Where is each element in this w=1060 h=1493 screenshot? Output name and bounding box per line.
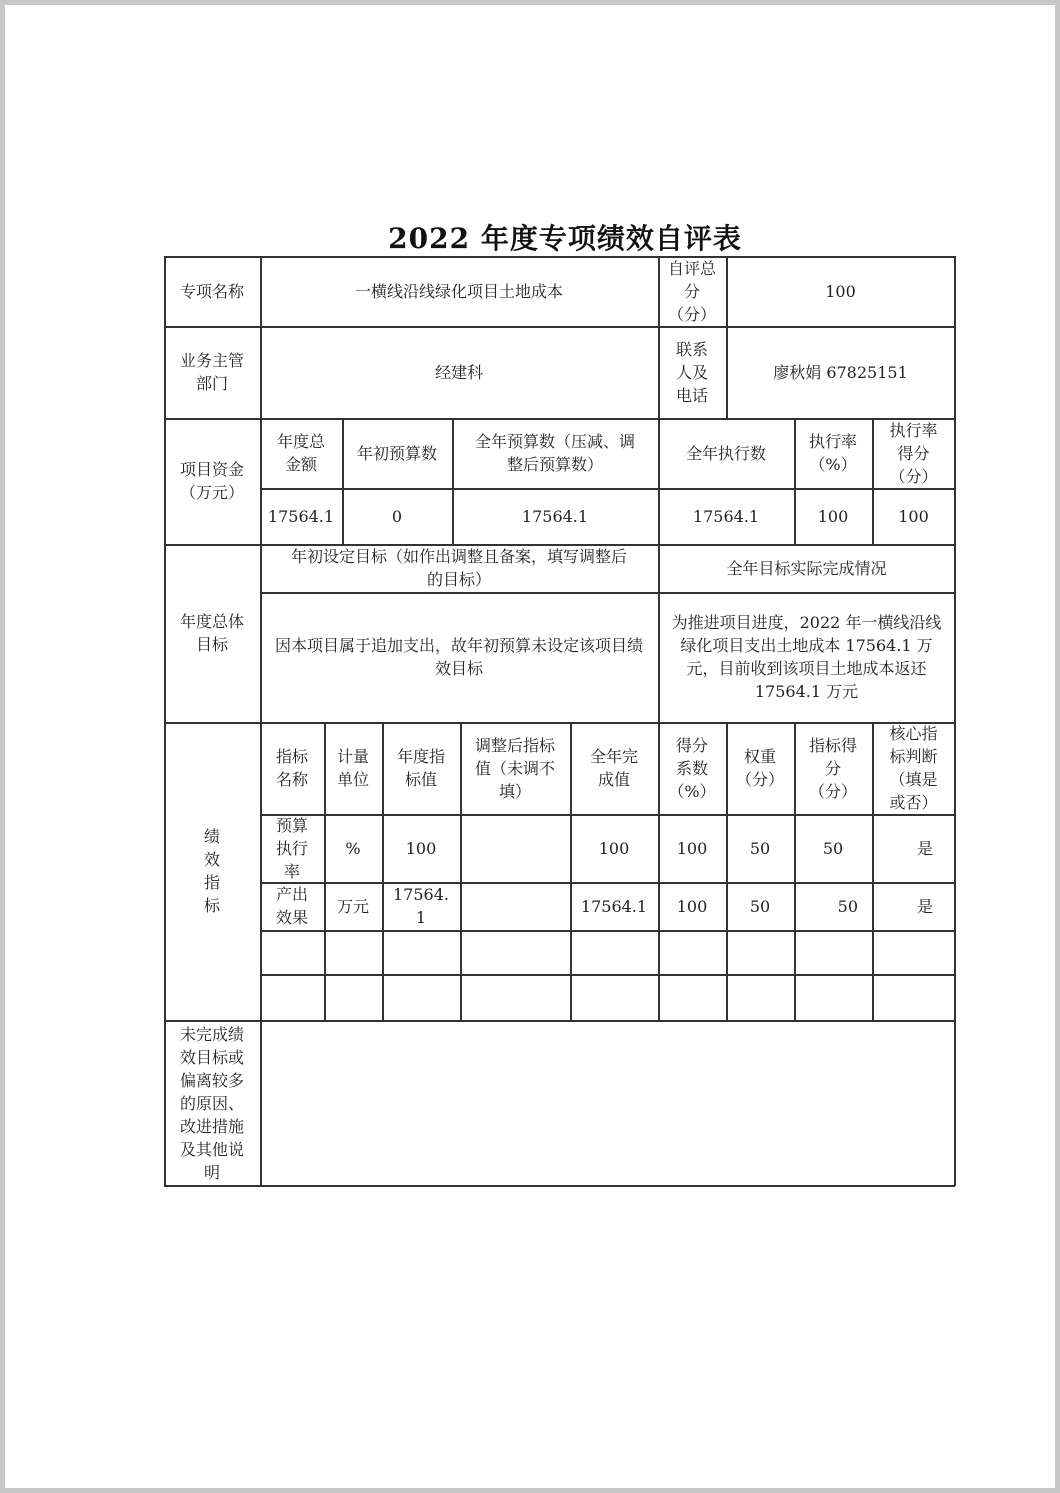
border-bottom — [164, 1185, 955, 1187]
rule — [260, 930, 955, 932]
remarks-value — [260, 1020, 955, 1186]
ind-row1-completed: 100 — [598, 838, 630, 858]
rule — [324, 722, 326, 1020]
rule — [726, 256, 728, 418]
indicators-label: 绩效指标 — [203, 827, 220, 915]
ind-row1-target: 100 — [405, 838, 437, 858]
rule — [260, 882, 955, 884]
funds-value-initial: 0 — [391, 506, 403, 526]
ind-row2-unit: 万元 — [336, 896, 369, 916]
ind-row2-coefficient: 100 — [676, 896, 708, 916]
goal-set-header: 年初设定目标（如作出调整且备案，填写调整后的目标） — [290, 547, 627, 589]
ind-header-coefficient: 得分系数（%） — [668, 735, 716, 801]
performance-table — [164, 256, 955, 1186]
ind-header-target: 年度指标值 — [396, 747, 445, 789]
remarks-label: 未完成绩效目标或偏离较多的原因、改进措施及其他说明 — [179, 1024, 244, 1182]
goal-actual-header: 全年目标实际完成情况 — [726, 558, 887, 578]
ind-row2-weight: 50 — [749, 896, 771, 916]
ind-row1-score: 50 — [822, 838, 844, 858]
funds-header-full-year-budget: 全年预算数（压减、调整后预算数） — [474, 432, 635, 474]
rule — [260, 592, 955, 594]
rule — [164, 1020, 955, 1022]
funds-header-executed: 全年执行数 — [685, 443, 766, 463]
rule — [164, 544, 955, 546]
border-top — [164, 256, 955, 258]
goal-actual-text: 为推进项目进度，2022 年一横线沿线绿化项目支出土地成本 17564.1 万元，目前收到该项目土地成本返还 17564.1 万元 — [671, 613, 942, 701]
funds-value-full-year-budget: 17564.1 — [521, 506, 589, 526]
rule — [164, 722, 955, 724]
funds-label: 项目资金（万元） — [179, 460, 244, 502]
rule — [342, 418, 344, 544]
project-name-value: 一横线沿线绿化项目土地成本 — [354, 281, 563, 301]
funds-value-rate: 100 — [817, 506, 849, 526]
funds-header-total: 年度总金额 — [276, 432, 325, 474]
project-name-label: 专项名称 — [179, 281, 244, 301]
rule — [658, 256, 660, 418]
rule — [382, 722, 384, 1020]
funds-value-rate-score: 100 — [898, 506, 929, 526]
rule — [872, 418, 874, 544]
ind-header-completed: 全年完成值 — [589, 747, 638, 789]
rule — [794, 722, 796, 1020]
rule — [260, 974, 955, 976]
ind-row1-unit: % — [345, 838, 361, 858]
ind-row2-target: 17564.1 — [393, 885, 449, 927]
rule — [260, 256, 262, 1186]
ind-row2-core: 是 — [916, 896, 933, 916]
rule — [872, 722, 874, 1020]
ind-header-name: 指标名称 — [275, 747, 308, 789]
ind-header-unit: 计量单位 — [336, 747, 369, 789]
self-score-label: 自评总分（分） — [668, 258, 717, 324]
rule — [658, 544, 660, 722]
funds-value-executed: 17564.1 — [692, 506, 760, 526]
funds-value-total: 17564.1 — [267, 506, 335, 526]
contact-label: 联系人及电话 — [675, 339, 708, 405]
ind-header-weight: 权重（分） — [736, 747, 785, 789]
rule — [260, 814, 955, 816]
rule — [658, 722, 660, 1020]
department-value: 经建科 — [434, 362, 483, 382]
ind-header-adjusted: 调整后指标值（未调不填） — [474, 735, 555, 801]
ind-header-core: 核心指标判断（填是或否） — [889, 724, 938, 812]
ind-row1-weight: 50 — [749, 838, 771, 858]
border-left — [164, 256, 166, 1186]
rule — [260, 488, 955, 490]
ind-header-score: 指标得分（分） — [808, 735, 857, 801]
rule — [452, 418, 454, 544]
rule — [570, 722, 572, 1020]
ind-row1-core: 是 — [916, 838, 933, 858]
ind-row2-adjusted — [460, 882, 570, 930]
ind-row1-coefficient: 100 — [676, 838, 708, 858]
document-page — [5, 5, 1055, 1488]
goal-set-text: 因本项目属于追加支出，故年初预算未设定该项目绩效目标 — [274, 636, 643, 678]
rule — [460, 722, 462, 1020]
self-score-value: 100 — [825, 281, 856, 301]
rule — [164, 326, 955, 328]
funds-header-rate: 执行率（%） — [808, 432, 857, 474]
contact-value: 廖秋娟 67825151 — [773, 362, 908, 382]
ind-row2-completed: 17564.1 — [580, 896, 648, 916]
ind-row2-score: 50 — [837, 896, 858, 916]
department-label: 业务主管部门 — [179, 351, 244, 393]
ind-row1-name: 预算执行率 — [275, 815, 308, 881]
rule — [726, 722, 728, 1020]
rule — [794, 418, 796, 544]
border-right — [954, 256, 956, 1186]
rule — [164, 418, 955, 420]
ind-row1-adjusted — [460, 814, 570, 882]
ind-row2-name: 产出效果 — [275, 885, 308, 927]
rule — [658, 418, 660, 544]
form-title: 2022 年度专项绩效自评表 — [388, 222, 742, 255]
funds-header-initial: 年初预算数 — [356, 443, 437, 463]
annual-goal-label: 年度总体目标 — [179, 612, 244, 654]
funds-header-rate-score: 执行率得分（分） — [889, 420, 938, 486]
